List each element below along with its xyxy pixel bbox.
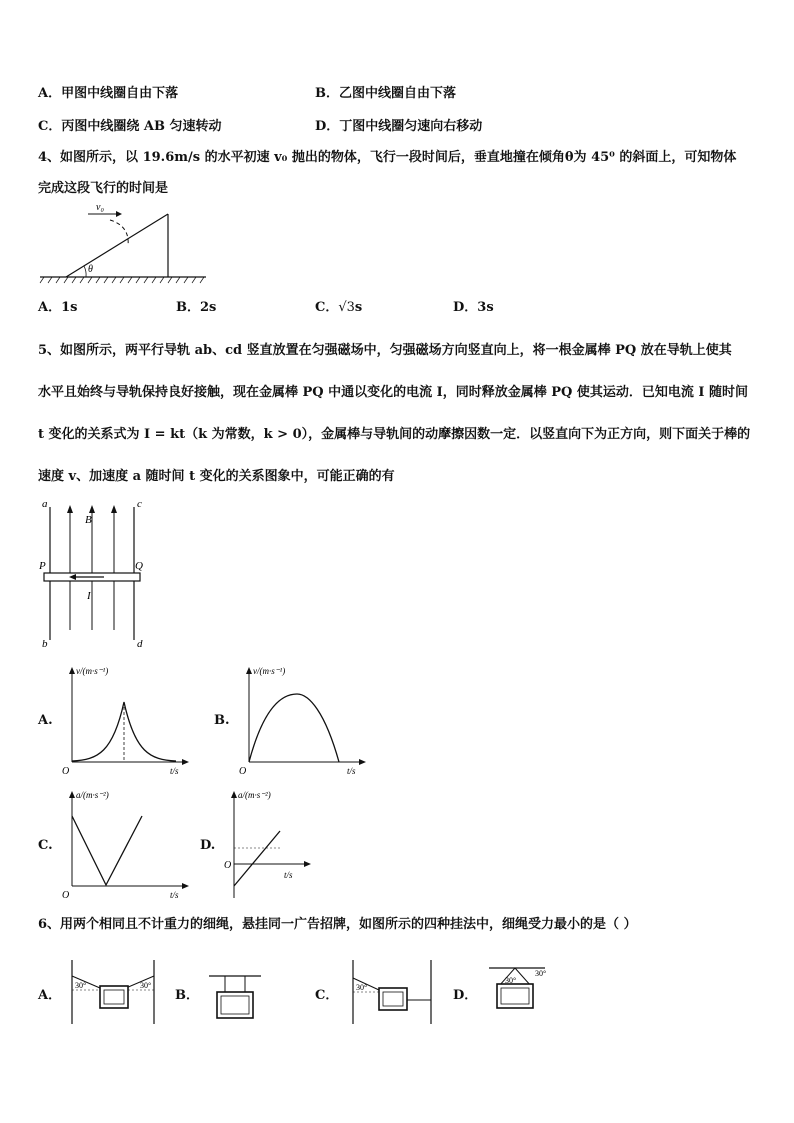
q5-graph-c[interactable] xyxy=(58,786,193,901)
q6-sign-d[interactable] xyxy=(485,964,550,1014)
q3-option-a[interactable]: A．甲图中线圈自由下落 xyxy=(38,86,179,101)
q4-option-c-value: √3 xyxy=(338,300,355,315)
svg-text:O: O xyxy=(239,766,247,777)
svg-text:v/(m·s⁻¹): v/(m·s⁻¹) xyxy=(76,666,109,676)
svg-text:O: O xyxy=(62,766,70,777)
q4-option-c-unit: s xyxy=(354,300,363,315)
q5-rails-figure xyxy=(38,495,158,650)
svg-text:t/s: t/s xyxy=(284,870,293,880)
q6-option-a-label[interactable]: A． xyxy=(38,988,62,1003)
q5-option-d-label[interactable]: D. xyxy=(200,838,216,853)
svg-text:O: O xyxy=(62,890,70,901)
q6-sign-a[interactable] xyxy=(64,958,164,1026)
q6-sign-b[interactable] xyxy=(205,972,265,1024)
svg-text:I: I xyxy=(87,590,91,602)
q4-option-b[interactable]: B．2s xyxy=(176,300,217,315)
q5-stem-line2: 水平且始终与导轨保持良好接触，现在金属棒 PQ 中通以变化的电流 I，同时释放金属棒 PQ 使其运动．已知电流 I 随时间 xyxy=(38,385,749,400)
q5-graph-d[interactable] xyxy=(220,786,355,901)
svg-text:P: P xyxy=(39,560,46,572)
q6-option-b-label[interactable]: B． xyxy=(175,988,199,1003)
q5-option-a-label[interactable]: A. xyxy=(38,713,53,728)
graph-b-curve xyxy=(249,694,339,762)
q6-stem: 6、用两个相同且不计重力的细绳，悬挂同一广告招牌，如图所示的四种挂法中，细绳受力最小的是（ ） xyxy=(38,917,637,932)
theta-label: θ xyxy=(88,264,93,275)
svg-text:t/s: t/s xyxy=(170,890,179,900)
q3-option-c[interactable]: C．丙图中线圈绕 AB 匀速转动 xyxy=(38,119,222,134)
q5-stem-line1: 5、如图所示，两平行导轨 ab、cd 竖直放置在匀强磁场中，匀强磁场方向竖直向上，将一根金属棒 PQ 放在导轨上使其 xyxy=(38,343,732,358)
svg-text:Q: Q xyxy=(135,560,143,572)
graph-c-curve xyxy=(72,816,142,885)
q3-option-b[interactable]: B．乙图中线圈自由下落 xyxy=(315,86,456,101)
q5-graph-b[interactable] xyxy=(235,662,370,777)
svg-text:t/s: t/s xyxy=(347,766,356,776)
svg-text:a: a xyxy=(42,498,48,510)
svg-text:a/(m·s⁻²): a/(m·s⁻²) xyxy=(238,790,271,800)
svg-text:b: b xyxy=(42,638,48,650)
svg-text:30°: 30° xyxy=(140,981,152,990)
svg-text:v/(m·s⁻¹): v/(m·s⁻¹) xyxy=(253,666,286,676)
q5-option-c-label[interactable]: C. xyxy=(38,838,53,853)
q4-stem-line1: 4、如图所示，以 19.6m/s 的水平初速 v₀ 抛出的物体，飞行一段时间后，垂直地撞在倾角θ为 45⁰ 的斜面上，可知物体 xyxy=(38,150,737,165)
svg-text:30°: 30° xyxy=(356,983,368,992)
svg-text:c: c xyxy=(137,498,142,510)
q4-option-a[interactable]: A．1s xyxy=(38,300,78,315)
q4-option-c[interactable] xyxy=(315,296,362,315)
q4-incline-figure xyxy=(38,200,213,285)
q6-sign-c[interactable] xyxy=(345,958,440,1026)
q5-option-b-label[interactable]: B. xyxy=(214,713,230,728)
svg-text:B: B xyxy=(85,514,92,526)
svg-text:30°: 30° xyxy=(505,976,517,985)
graph-d-curve xyxy=(234,831,280,886)
v0-label: v₀ xyxy=(96,202,104,213)
svg-text:O: O xyxy=(224,860,232,871)
trajectory-curve xyxy=(110,220,128,246)
q5-graph-a[interactable] xyxy=(58,662,193,777)
q4-option-c-prefix: C． xyxy=(315,300,339,315)
q3-option-d[interactable]: D．丁图中线圈匀速向右移动 xyxy=(315,119,483,134)
q5-stem-line4: 速度 v、加速度 a 随时间 t 变化的关系图象中，可能正确的有 xyxy=(38,469,395,484)
q4-option-d[interactable]: D．3s xyxy=(453,300,494,315)
q4-stem-line2: 完成这段飞行的时间是 xyxy=(38,181,169,196)
svg-text:30°: 30° xyxy=(535,969,547,978)
ground-hatching xyxy=(40,277,204,283)
svg-text:a/(m·s⁻²): a/(m·s⁻²) xyxy=(76,790,109,800)
svg-text:t/s: t/s xyxy=(170,766,179,776)
svg-text:d: d xyxy=(137,638,143,650)
q5-stem-line3: t 变化的关系式为 I = kt（k 为常数，k > 0），金属棒与导轨间的动摩擦因数一定．以竖直向下为正方向，则下面关于棒的 xyxy=(38,427,751,442)
q6-option-d-label[interactable]: D． xyxy=(453,988,478,1003)
svg-text:30°: 30° xyxy=(75,981,87,990)
q6-option-c-label[interactable]: C． xyxy=(315,988,339,1003)
